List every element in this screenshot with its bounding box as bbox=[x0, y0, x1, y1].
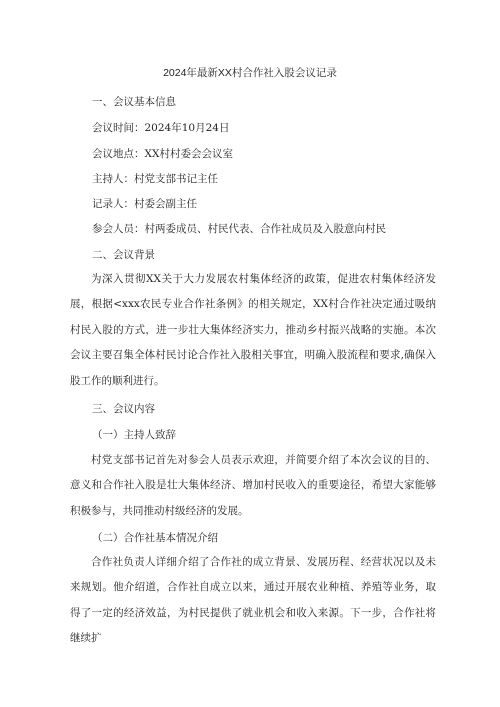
meeting-time: 会议时间：2024年10月24日 bbox=[92, 122, 230, 134]
document-title: 2024年最新XX村合作社入股会议记录 bbox=[163, 67, 337, 79]
section-heading-background: 二、会议背景 bbox=[92, 249, 155, 261]
section-heading-content: 三、会议内容 bbox=[92, 403, 155, 415]
meeting-place: 会议地点：XX村村委会会议室 bbox=[92, 148, 233, 160]
subsection-heading-coop-intro: （二）合作社基本情况介绍 bbox=[92, 532, 218, 544]
background-paragraph: 为深入贯彻XX关于大力发展农村集体经济的政策，促进农村集体经济发展，根据<xxx农民专业合作社条例》的相关规定，XX村合作社决定通过吸纳村民入股的方式，进一步壮大集体经济实力，推动乡村振兴战略的实施。本次会议主要召集全体村民讨论合作社入股相关事宜，明确入股流程和要求,确保入股工作的顺利进行。 bbox=[70, 273, 436, 387]
meeting-recorder: 记录人：村委会副主任 bbox=[92, 198, 197, 210]
host-speech-paragraph: 村党支部书记首先对参会人员表示欢迎，并简要介绍了本次会议的目的、意义和合作社入股是壮大集体经济、增加村民收入的重要途径，希望大家能够积极参与，共同推动村级经济的发展。 bbox=[70, 454, 436, 517]
meeting-host: 主持人：村党支部书记主任 bbox=[92, 173, 218, 185]
coop-intro-paragraph: 合作社负责人详细介绍了合作社的成立背景、发展历程、经营状况以及未来规划。他介绍道，合作社自成立以来，通过开展农业种植、养殖等业务，取得了一定的经济效益，为村民提供了就业机会和收入来源。下一步，合作社将继续扩 bbox=[70, 556, 436, 645]
meeting-attendees: 参会人员：村两委成员、村民代表、合作社成员及入股意向村民 bbox=[92, 223, 386, 235]
subsection-heading-host-speech: （一）主持人致辞 bbox=[92, 429, 176, 441]
section-heading-basic-info: 一、会议基本信息 bbox=[92, 96, 176, 108]
